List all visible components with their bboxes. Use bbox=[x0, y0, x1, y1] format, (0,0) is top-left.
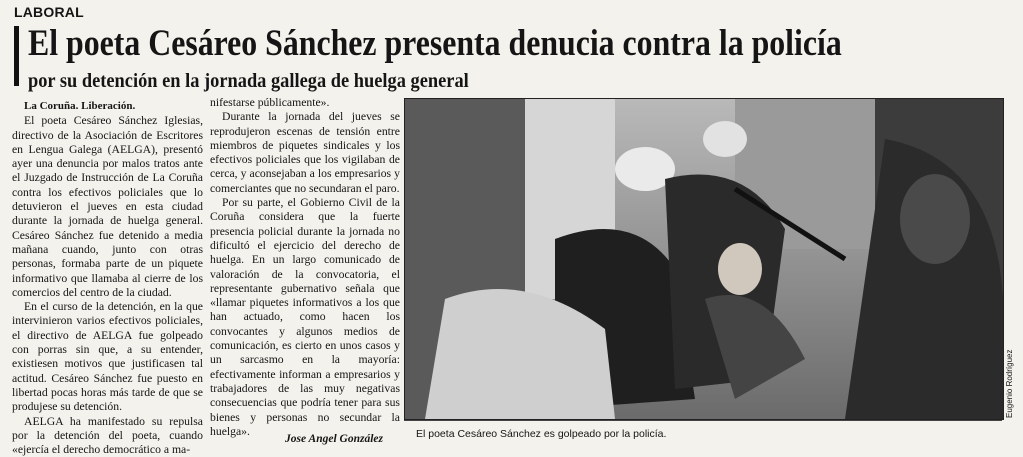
article-column-2 bbox=[210, 96, 400, 439]
paragraph: Por su parte, el Gobierno Civil de la Coruña considera que la fuerte presencia policial durante la jornada no dificultó el ejercicio del derecho de huelga. En un largo comunicado de valoración de la convocatoria, el representante gubernativo señala que «llamar piquetes informativos a los que han actuado, como hacen los convocantes y algunos medios de comunicación, es cierto en unos casos y un sarcasmo en la mayoría: efectivamente informan a empresarios y trabajadores de las muy negativas consecuencias que podría tener para sus bienes y personas no secundar la huelga». bbox=[210, 196, 400, 438]
paragraph: El poeta Cesáreo Sánchez Iglesias, directivo de la Asociación de Escritores en Lengua Galega (AELGA), presentó ayer una denuncia por malos tratos ante el Juzgado de Instrucción de La Coruña contra los efectivos policiales que lo detuvieron el jueves en esta ciudad durante la jornada de huelga general. Cesáreo Sánchez fue detenido a media mañana cuando, junto con otras personas, formaba parte de un piquete informativo que llamaba al cierre de los comercios del centro de la ciudad. bbox=[12, 114, 203, 299]
headline-rule bbox=[14, 26, 19, 86]
headline: El poeta Cesáreo Sánchez presenta denucia contra la policía bbox=[28, 23, 842, 64]
byline: Jose Angel González bbox=[285, 433, 383, 445]
paragraph: En el curso de la detención, en la que intervinieron varios efectivos policiales, el directivo de AELGA fue golpeado con porras sin que, a su entender, existiesen motivos que justificasen tal actitud. Cesáreo Sánchez fue puesto en libertad pocas horas más tarde de que se produjese su detención. bbox=[12, 300, 203, 414]
paragraph: AELGA ha manifestado su repulsa por la detención del poeta, cuando «ejercía el derecho democrático a ma- bbox=[12, 414, 203, 457]
article-column-1 bbox=[12, 99, 203, 457]
paragraph: Durante la jornada del jueves se reprodujeron escenas de tensión entre miembros de piquetes sindicales y los efectivos policiales que los vigilaban de cerca, y aconsejaban a los empresarios y comerciantes que no secundaran el paro. bbox=[210, 110, 400, 195]
section-tag: LABORAL bbox=[14, 4, 84, 20]
photo-credit: Eugenio Rodríguez bbox=[1005, 349, 1014, 418]
paragraph: nifestarse públicamente». bbox=[210, 96, 330, 109]
photo-caption: El poeta Cesáreo Sánchez es golpeado por la policía. bbox=[416, 428, 667, 440]
dateline: La Coruña. Liberación. bbox=[24, 100, 136, 112]
subheadline: por su detención en la jornada gallega de huelga general bbox=[28, 70, 469, 92]
news-photo bbox=[404, 98, 1004, 420]
caption-rule bbox=[404, 420, 1002, 421]
